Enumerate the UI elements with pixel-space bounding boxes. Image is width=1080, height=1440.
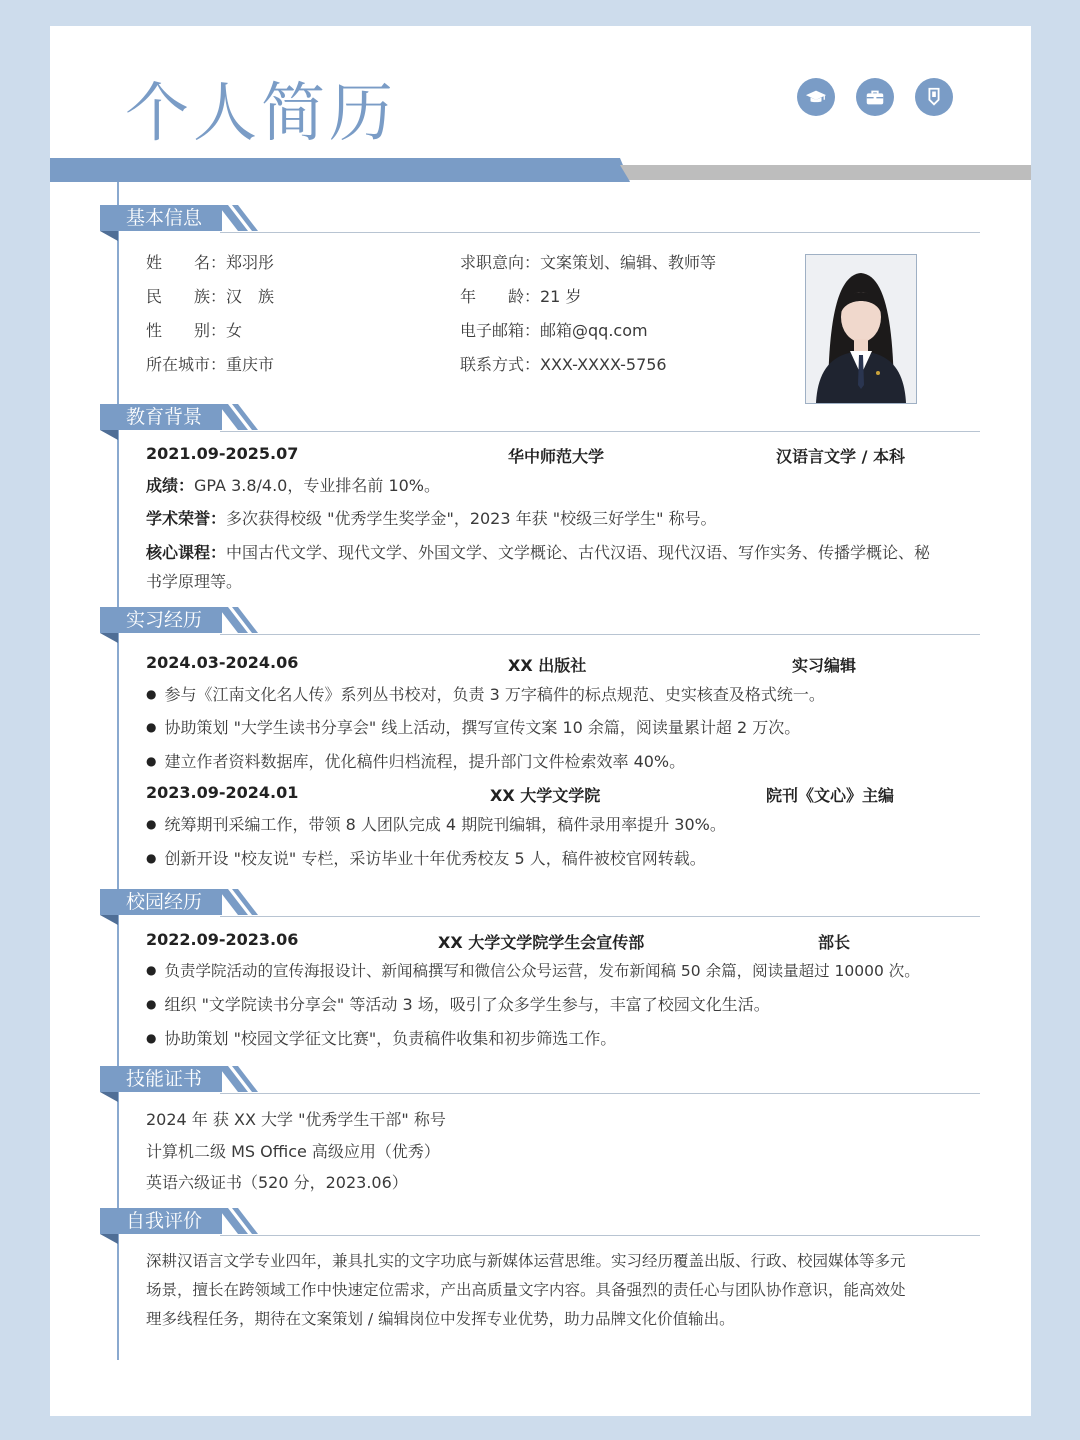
self-eval-line: 场景，擅长在跨领域工作中快速定位需求，产出高质量文字内容。具备强烈的责任心与团队协作意识，能高效处 [146,1281,906,1299]
section-title: 校园经历 [126,891,203,913]
list-item: ● 负责学院活动的宣传海报设计、新闻稿撰写和微信公众号运营，发布新闻稿 50 余篇，阅读量超过 10000 次。 [146,959,920,981]
intern-2-role: 院刊《文心》主编 [766,786,895,805]
skill-item: 英语六级证书（520 分，2023.06） [146,1173,408,1192]
section-stripes [218,404,262,430]
info-age: 年 龄：21 岁 [460,287,582,306]
section-stripes [218,205,262,231]
skill-item: 计算机二级 MS Office 高级应用（优秀） [146,1142,440,1161]
info-phone: 联系方式：XXX-XXXX-5756 [460,355,667,374]
self-eval-line: 深耕汉语言文学专业四年，兼具扎实的文字功底与新媒体运营思维。实习经历覆盖出版、行政、校园媒体等多元 [146,1252,906,1270]
section-self-eval [100,1208,980,1248]
edu-school: 华中师范大学 [508,447,605,466]
campus-period: 2022.09-2023.06 [146,930,299,949]
resume-page [50,26,1031,1416]
intern-1-period: 2024.03-2024.06 [146,653,299,672]
info-gender: 性 别：女 [146,321,243,340]
section-basic-info [100,205,980,245]
section-title: 基本信息 [126,207,203,229]
intern-1-org: XX 出版社 [508,656,587,675]
header-band [50,158,1031,182]
campus-role: 部长 [818,933,851,952]
intern-2-period: 2023.09-2024.01 [146,783,299,802]
section-campus [100,889,980,929]
info-ethnicity: 民 族：汉 族 [146,287,275,306]
info-name: 姓 名：郑羽彤 [146,253,275,272]
intern-2-org: XX 大学文学院 [490,786,601,805]
edu-major: 汉语言文学 / 本科 [776,447,905,466]
header-icons [797,78,953,116]
info-city: 所在城市：重庆市 [146,355,275,374]
info-email: 电子邮箱：邮箱@qq.com [460,321,648,340]
list-item: ● 建立作者资料数据库，优化稿件归档流程，提升部门文件检索效率 40%。 [146,749,685,772]
list-item: ● 参与《江南文化名人传》系列丛书校对，负责 3 万字稿件的标点规范、史实核查及格式统一。 [146,682,825,705]
section-stripes [218,1208,262,1234]
intern-1-role: 实习编辑 [792,656,857,675]
section-stripes [218,607,262,633]
edu-honor: 学术荣誉：多次获得校级 "优秀学生奖学金"，2023 年获 "校级三好学生" 称号。 [146,509,717,528]
list-item: ● 协助策划 "校园文学征文比赛"，负责稿件收集和初步筛选工作。 [146,1026,616,1049]
campus-org: XX 大学文学院学生会宣传部 [438,933,645,952]
avatar [805,254,917,404]
page-title: 个人简历 [125,77,397,151]
section-education [100,404,980,444]
section-internship [100,607,980,647]
info-objective: 求职意向：文案策划、编辑、教师等 [460,253,717,272]
edu-period: 2021.09-2025.07 [146,444,299,463]
edu-courses-cont: 书学原理等。 [146,572,243,591]
section-skills [100,1066,980,1106]
list-item: ● 创新开设 "校友说" 专栏，采访毕业十年优秀校友 5 人，稿件被校官网转载。 [146,846,706,869]
section-stripes [218,889,262,915]
list-item: ● 协助策划 "大学生读书分享会" 线上活动，撰写宣传文案 10 余篇，阅读量累计超 2 万次。 [146,715,800,738]
edu-courses: 核心课程：中国古代文学、现代文学、外国文学、文学概论、古代汉语、现代汉语、写作实务、传播学概论、秘 [146,543,931,562]
section-title: 实习经历 [126,609,203,631]
self-eval-line: 理多线程任务，期待在文案策划 / 编辑岗位中发挥专业优势，助力品牌文化价值输出。 [146,1310,735,1328]
section-stripes [218,1066,262,1092]
section-title: 教育背景 [126,406,203,428]
graduation-cap-icon [797,78,835,116]
section-title: 技能证书 [126,1068,203,1090]
edu-gpa: 成绩：GPA 3.8/4.0，专业排名前 10%。 [146,476,441,495]
list-item: ● 统筹期刊采编工作，带领 8 人团队完成 4 期院刊编辑，稿件录用率提升 30%。 [146,812,726,835]
section-title: 自我评价 [126,1210,203,1232]
briefcase-icon [856,78,894,116]
list-item: ● 组织 "文学院读书分享会" 等活动 3 场，吸引了众多学生参与，丰富了校园文化生活。 [146,992,770,1015]
skill-item: 2024 年 获 XX 大学 "优秀学生干部" 称号 [146,1110,446,1129]
timeline-line [117,182,119,1360]
badge-icon [915,78,953,116]
